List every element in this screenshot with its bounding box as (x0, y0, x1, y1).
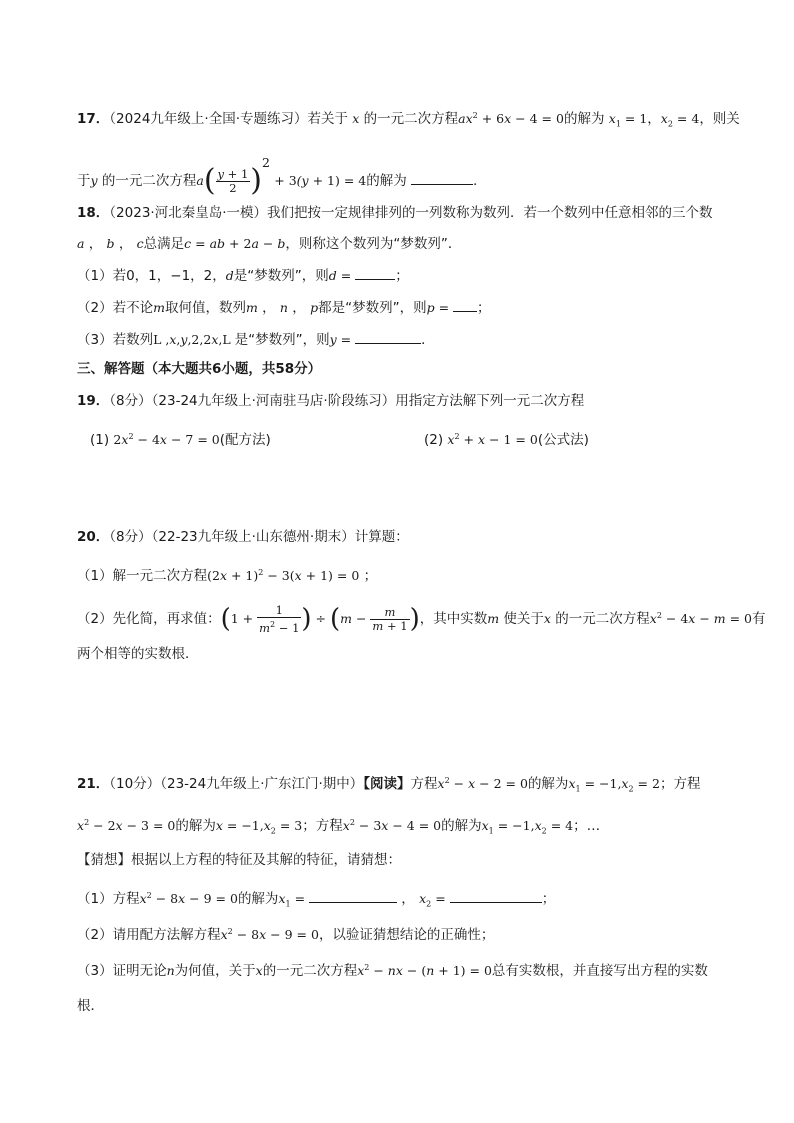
paren-left: ( (329, 604, 341, 635)
q17-equation: $ax^2 + 6x - 4 = 0$ (458, 111, 564, 127)
q17-text: . (473, 173, 478, 189)
part-label: （3） (77, 963, 113, 980)
q21-source: （23-24九年级上·广东江门·期中） (160, 776, 364, 793)
q21-number: 21． (77, 776, 110, 793)
q20-eq2: $x^2 - 4x - m = 0$ (649, 611, 752, 627)
q19-number: 19． (77, 393, 110, 409)
part-label: （1） (77, 891, 113, 908)
fraction: $\frac{1}{m^2 - 1}$ (259, 602, 300, 635)
q17-text: 的一元二次方程 (101, 173, 197, 189)
q18-text: 取何值，数列 (164, 300, 246, 316)
q17-number: 17． (77, 111, 110, 128)
var-x: x (255, 963, 263, 979)
var-m: m (153, 300, 165, 315)
paren-right: ) (301, 604, 312, 635)
q21-text: 为何值，关于 (174, 963, 256, 980)
q18-text: 若0，1，−1，2， (112, 268, 226, 284)
q21-text: 的解为 (527, 776, 569, 793)
part-label: (1) (90, 432, 110, 449)
part-label: （1） (77, 568, 113, 585)
q18-text: 若数列 (112, 332, 154, 348)
q18-text: 是“梦数列”，则 (234, 332, 330, 348)
q18-part1: （1）若0，1，−1，2，d是“梦数列”，则d = ； (77, 268, 409, 284)
var-p: p = (426, 300, 454, 315)
part-label: （3） (77, 332, 113, 348)
q17-equation2: a (196, 173, 204, 188)
var-y: y = (329, 332, 356, 347)
answer-blank[interactable] (309, 890, 397, 903)
q21-text: 的一元二次方程 (262, 963, 358, 980)
q17-line2: 于y 的一元二次方程a( $\frac{y + 1}{2}$ )$^2$ + 3(y + 1) = 4的解为 . (77, 155, 478, 198)
q18-vars: a (77, 236, 85, 251)
answer-blank[interactable] (453, 299, 477, 312)
q18-source: （2023·河北秦皇岛·一模） (109, 205, 267, 221)
q21-part3 (77, 958, 708, 981)
guess-tag: 【猜想】 (77, 852, 131, 868)
q20-eq1: $(2x + 1)^2 - 3(x + 1) = 0$ (207, 568, 360, 584)
var-d: d = (328, 268, 356, 283)
q21-eq: $x^2$ − nx − (n + 1) = 0 (357, 963, 492, 979)
q18-text: 是“梦数列”，则 (233, 268, 329, 284)
q21-text: 根据以上方程的特征及其解的特征，请猜想： (131, 852, 401, 868)
q21-score: （10分） (109, 776, 161, 793)
paren-left: ( (203, 163, 216, 198)
q18-text: 我们把按一定规律排列的一列数称为数列．若一个数列中任意相邻的三个数 (267, 205, 713, 221)
part-label: (2) (424, 432, 444, 449)
answer-blank[interactable] (450, 890, 542, 903)
q21-text: 请用配方法解方程 (112, 927, 221, 944)
method-label: (公式法) (537, 432, 589, 449)
q20-text: ，其中实数 (419, 611, 488, 628)
q18-condition: c = ab + 2a − b (184, 236, 286, 251)
q19-source: （23-24九年级上·河南驻马店·阶段练习） (151, 393, 396, 409)
answer-blank[interactable] (355, 267, 395, 280)
q18-line1 (77, 203, 713, 223)
q20-line1 (77, 527, 409, 547)
q21-part1: （1）方程$x^2 - 8x - 9 = 0$的解为$x_1$ = ， $x_2$ = ； (77, 891, 556, 909)
q21-text: 方程 (112, 891, 140, 908)
q18-text: 都是“梦数列”，则 (318, 300, 427, 316)
answer-blank[interactable] (355, 331, 421, 344)
q21-text: ；方程 (302, 818, 343, 835)
q21-part3-line2 (77, 996, 104, 1016)
q19-text: 用指定方法解下列一元二次方程 (395, 393, 585, 409)
q20-text: 使关于 (503, 611, 544, 628)
q18-line2: a ， b ， c总满足c = ab + 2a − b，则称这个数列为“梦数列”． (77, 236, 462, 252)
q21-text: 的解为 (237, 891, 279, 908)
part-label: （1） (77, 268, 113, 284)
q19-eq2: $x^2 + x - 1 = 0$ (447, 432, 538, 448)
q21-text: 根． (77, 998, 104, 1014)
q21-text: 证明无论 (112, 963, 167, 980)
paren-right: ) (409, 604, 420, 635)
q21-part2 (77, 922, 494, 945)
q21-text: ；… (573, 818, 601, 835)
q17-equation2-rest: + 3(y + 1) = 4 (274, 173, 367, 188)
q18-seq3: L ,x,y,2,2x,L (153, 332, 235, 347)
q17-text: ，则关 (699, 111, 740, 128)
q18-vars: b (106, 236, 115, 251)
q21-eq: $x^2 - x - 2 = 0$ (437, 776, 528, 792)
q20-expr: ÷ (311, 611, 330, 627)
var-x: x (352, 111, 360, 127)
q21-sol: $x = -1,x_2 = 3$ (215, 818, 303, 836)
q17-text: 于 (77, 173, 91, 189)
q21-text: ；方程 (659, 776, 701, 793)
q18-seq: p (310, 300, 319, 315)
q18-text: 总满足 (143, 236, 185, 252)
var-y: y (90, 173, 98, 188)
q17-text: 的解为 (366, 173, 407, 189)
q18-number: 18． (77, 205, 110, 221)
q21-text: 方程 (410, 776, 438, 793)
q21-line2 (77, 813, 600, 842)
q17-text: 的一元二次方程 (363, 111, 459, 128)
part-label: （2） (77, 300, 113, 316)
q21-sol: $x_1 = -1,x_2 = 4$ (481, 818, 574, 836)
q20-part2 (77, 596, 766, 639)
read-tag: 【阅读】 (363, 776, 411, 793)
q21-sol: $x_1 = -1,x_2 = 2$ (568, 776, 660, 794)
q19-eq1: $2x^2 - 4x - 7 = 0$ (113, 432, 220, 448)
part-label: （2） (77, 927, 113, 944)
q18-text: 若不论 (112, 300, 154, 316)
q20-text: 计算题： (354, 529, 409, 545)
q21-text: ，以验证猜想结论的正确性； (318, 927, 495, 944)
q21-text: 总有实数根，并直接写出方程的实数 (491, 963, 708, 980)
q21-guess (77, 850, 401, 870)
q18-seq: m (245, 300, 258, 315)
q20-text: 先化简，再求值： (112, 611, 221, 628)
q21-line1 (77, 771, 700, 800)
section-header: 三、解答题（本大题共6小题，共58分） (77, 361, 322, 377)
part-label: （2） (77, 611, 113, 628)
q20-score: （8分） (109, 529, 152, 545)
var-m: m (487, 611, 500, 627)
q18-text: ，则称这个数列为“梦数列”． (285, 236, 462, 252)
q18-part2: （2）若不论m取何值，数列m ， n ， p都是“梦数列”，则p = ； (77, 300, 491, 316)
var-x2: $x_2$ = (419, 891, 450, 909)
q19-part2 (424, 427, 589, 450)
q17-text: 的解为 (563, 111, 605, 128)
q20-part2-line2 (77, 644, 199, 664)
var-x: x (543, 611, 551, 627)
q18-seq: n (279, 300, 288, 315)
q21-eq: $x^2 - 8x - 9 = 0$ (220, 927, 319, 943)
q18-part3: （3）若数列L ,x,y,2,2x,L 是“梦数列”，则y = ． (77, 332, 435, 348)
q19-line1 (77, 391, 584, 411)
q21-text: 的解为 (441, 818, 482, 835)
q17-root2: $x_2 = 4$ (660, 111, 700, 129)
q20-expr: 1 + (230, 611, 258, 627)
q20-expr: m − (340, 611, 371, 627)
var-x1: $x_1$ = (278, 891, 310, 909)
q20-text: 有 (752, 611, 766, 628)
q18-vars: c (136, 236, 144, 251)
var-d: d (225, 268, 234, 283)
q21-eq: $x^2 - 3x - 4 = 0$ (342, 818, 442, 834)
q17-roots: $x_1 = 1$ (608, 111, 648, 129)
q20-part1: （1）解一元二次方程$(2x + 1)^2 - 3(x + 1) = 0$ ； (77, 568, 378, 585)
q19-score: （8分） (109, 393, 152, 409)
q21-eq: $x^2 - 8x - 9 = 0$ (139, 891, 238, 907)
q20-text: 两个相等的实数根． (77, 646, 199, 662)
q17-text: 若关于 (307, 111, 348, 128)
method-label: (配方法) (219, 432, 271, 449)
q20-text: 解一元二次方程 (112, 568, 208, 585)
var-n: n (166, 963, 175, 979)
q20-source: （22-23九年级上·山东德州·期末） (151, 529, 355, 545)
q20-number: 20． (77, 529, 110, 545)
paren-right: ) (250, 163, 263, 198)
q19-part1 (90, 427, 271, 450)
fraction: $\frac{m}{m + 1}$ (372, 604, 408, 633)
answer-blank[interactable] (411, 172, 473, 185)
fraction: $\frac{y + 1}{2}$ (217, 166, 249, 195)
q17-line1: 17．（2024九年级上·全国·专题练习）若关于 x 的一元二次方程$ax^2 + 6x - 4 = 0$的解为 $x_1 = 1$，$x_2 = 4$，则关 (77, 111, 740, 129)
q17-source: （2024九年级上·全国·专题练习） (109, 111, 308, 128)
q21-eq: $x^2 - 2x - 3 = 0$ (77, 818, 176, 834)
q20-text: 的一元二次方程 (555, 611, 650, 628)
paren-left: ( (220, 604, 231, 635)
q21-text: 的解为 (175, 818, 216, 835)
